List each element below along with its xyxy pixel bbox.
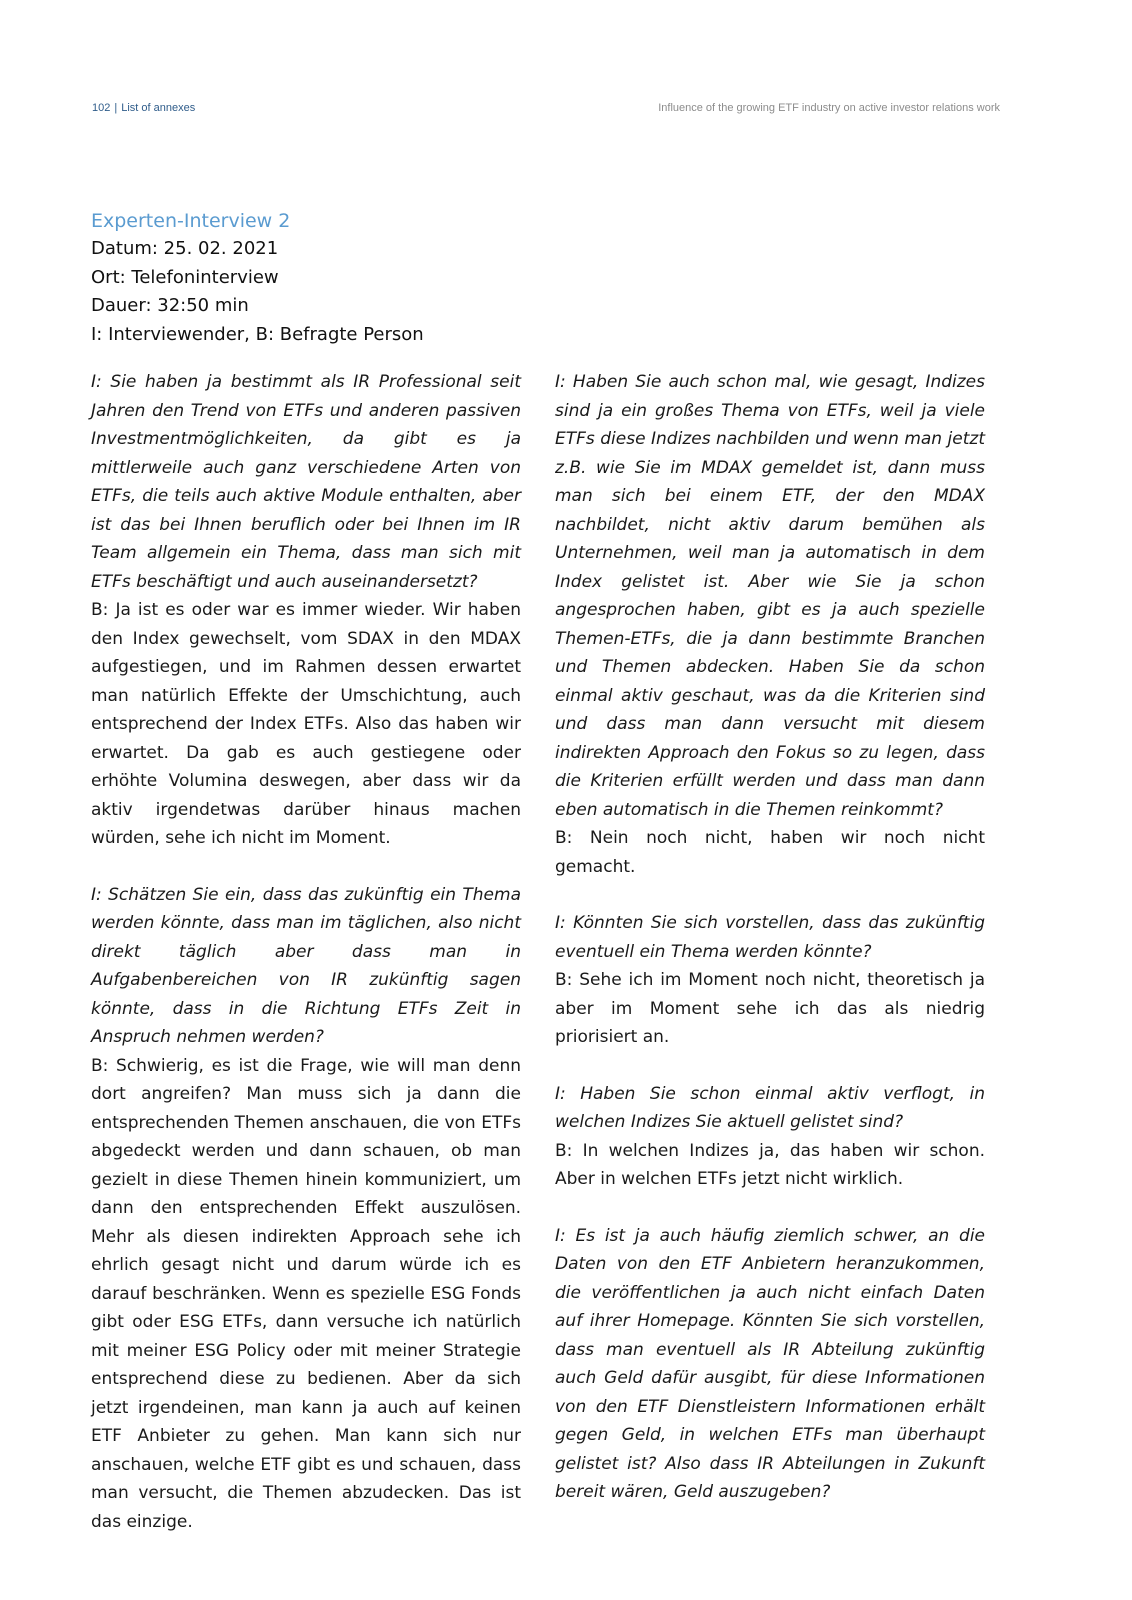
respondent-answer: B: Ja ist es oder war es immer wieder. Wir haben den Index gewechselt, vom SDAX in den MDAX aufgestiegen, und im Rahmen dessen erwartet man natürlich Effekte der Umschichtung, auch entsprechend der Index ETFs. Also das haben wir erwartet. Da gab es auch gestiegene oder erhöhte Volumina deswegen, aber dass wir da aktiv irgendetwas darüber hinaus machen würden, sehe ich nicht im Moment.: [91, 600, 521, 848]
running-header: [92, 100, 1000, 116]
qa-block: [555, 1222, 985, 1507]
right-column: [555, 368, 985, 1535]
qa-block: [91, 881, 521, 1537]
interview-meta: [91, 207, 541, 349]
interviewer-question: I: Könnten Sie sich vorstellen, dass das zukünftig eventuell ein Thema werden könnte?: [555, 913, 985, 962]
interview-title: Experten-Interview 2: [91, 210, 291, 232]
section-name: List of annexes: [121, 102, 196, 114]
header-separator: |: [114, 102, 118, 114]
interviewer-question: I: Haben Sie auch schon mal, wie gesagt, Indizes sind ja ein großes Thema von ETFs, weil ja viele ETFs diese Indizes nachbilden und wenn man jetzt z.B. wie Sie im MDAX gemeldet ist, dann muss man sich bei einem ETF, der den MDAX nachbildet, nicht aktiv darum bemühen als Unternehmen, weil man ja automatisch in dem Index gelistet ist. Aber wie Sie ja schon angesprochen haben, gibt es ja auch spezielle Themen-ETFs, die ja dann bestimmte Branchen und Themen abdecken. Haben Sie da schon einmal aktiv geschaut, was da die Kriterien sind und dass man dann versucht mit diesem indirekten Approach den Fokus so zu legen, dass die Kriterien erfüllt werden und dass man dann eben automatisch in die Themen reinkommt?: [555, 372, 985, 820]
page-number: 102: [92, 102, 111, 114]
interview-duration: Dauer: 32:50 min: [91, 295, 249, 316]
qa-block: [555, 368, 985, 881]
interview-legend: I: Interviewender, B: Befragte Person: [91, 323, 424, 345]
interviewer-question: I: Haben Sie schon einmal aktiv verflogt, in welchen Indizes Sie aktuell gelistet sind?: [555, 1083, 985, 1132]
interviewer-question: I: Schätzen Sie ein, dass das zukünftig ein Thema werden könnte, dass man im täglichen, also nicht direkt täglich aber dass man in Aufgabenbereichen von IR zukünftig sagen könnte, dass in die Richtung ETFs Zeit in Anspruch nehmen werden?: [91, 884, 521, 1047]
respondent-answer: B: Schwierig, es ist die Frage, wie will man denn dort angreifen? Man muss sich ja dann die entsprechenden Themen anschauen, die von ETFs abgedeckt werden und dann schauen, ob man gezielt in diese Themen hinein kommuniziert, um dann den entsprechenden Effekt auszulösen. Mehr als diesen indirekten Approach sehe ich ehrlich gesagt nicht und darum würde ich es darauf beschränken. Wenn es spezielle ESG Fonds gibt oder ESG ETFs, dann versuche ich natürlich mit meiner ESG Policy oder mit meiner Strategie entsprechend diese zu bedienen. Aber da sich jetzt irgendeinen, man kann ja auch auf keinen ETF Anbieter zu gehen. Man kann sich nur anschauen, welche ETF gibt es und schauen, dass man versucht, die Themen abzudecken. Das ist das einzige.: [91, 1055, 521, 1532]
left-column: [91, 368, 521, 1564]
respondent-answer: B: In welchen Indizes ja, das haben wir schon. Aber in welchen ETFs jetzt nicht wirklich.: [555, 1140, 985, 1189]
interviewer-question: I: Es ist ja auch häufig ziemlich schwer, an die Daten von den ETF Anbietern heranzukommen, die veröffentlichen ja auch nicht einfach Daten auf ihrer Homepage. Könnten Sie sich vorstellen, dass man eventuell als IR Abteilung zukünftig auch Geld dafür ausgibt, für diese Informationen von den ETF Dienstleistern Informationen erhält gegen Geld, in welchen ETFs man überhaupt gelistet ist? Also dass IR Abteilungen in Zukunft bereit wären, Geld auszugeben?: [555, 1225, 985, 1502]
interviewer-question: I: Sie haben ja bestimmt als IR Professional seit Jahren den Trend von ETFs und anderen passiven Investmentmöglichkeiten, da gibt es ja mittlerweile auch ganz verschiedene Arten von ETFs, die teils auch aktive Module enthalten, aber ist das bei Ihnen beruflich oder bei Ihnen im IR Team allgemein ein Thema, dass man sich mit ETFs beschäftigt und auch auseinandersetzt?: [91, 372, 521, 592]
qa-block: [91, 368, 521, 853]
qa-block: [555, 1080, 985, 1194]
respondent-answer: B: Nein noch nicht, haben wir noch nicht gemacht.: [555, 828, 985, 877]
respondent-answer: B: Sehe ich im Moment noch nicht, theoretisch ja aber im Moment sehe ich das als niedrig priorisiert an.: [555, 970, 985, 1047]
qa-block: [555, 909, 985, 1052]
document-title: Influence of the growing ETF industry on active investor relations work: [658, 102, 1000, 114]
interview-date: Datum: 25. 02. 2021: [91, 238, 279, 259]
header-left: [92, 100, 195, 116]
interview-location: Ort: Telefoninterview: [91, 266, 279, 288]
